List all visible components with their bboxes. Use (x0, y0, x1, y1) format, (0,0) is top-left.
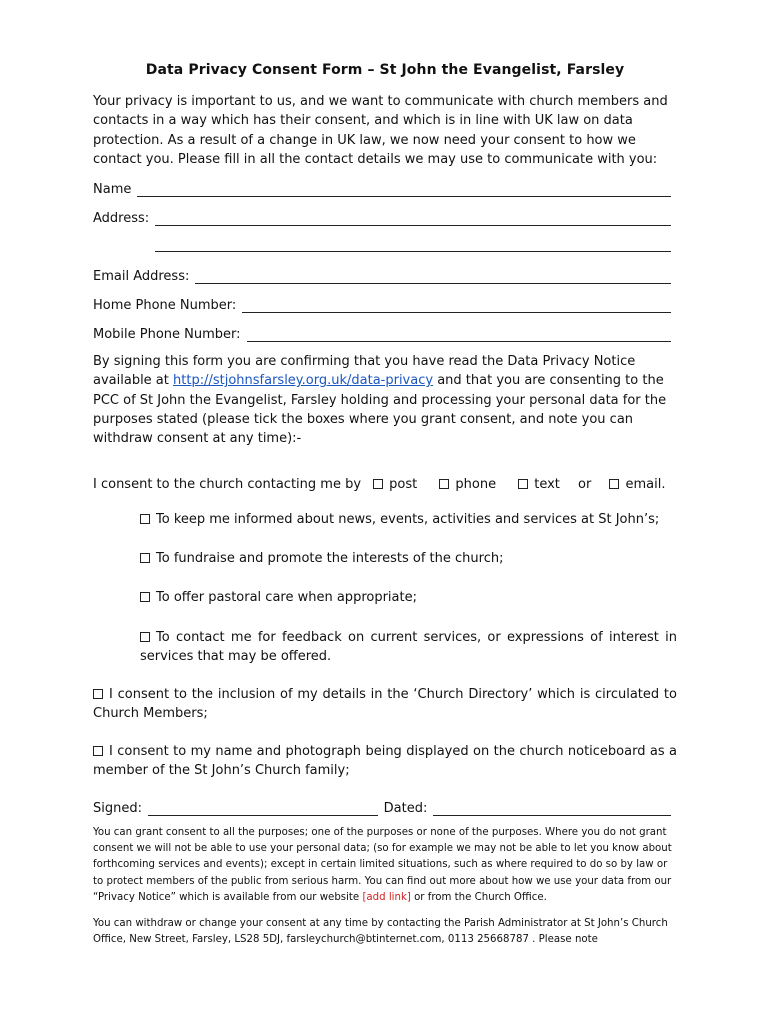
consent-info-paragraph (93, 825, 677, 906)
withdraw-info-paragraph: You can withdraw or change your consent at any time by contacting the Parish Administrator at St John’s Church Office, New Street, Farsley, LS28 5DJ, farsleychurch@btinternet.com, 0113 25668787 . Please note (93, 918, 668, 946)
noticeboard-consent-label: I consent to my name and photograph being displayed on the church noticeboard as a member of the St John’s Church family; (93, 744, 677, 779)
purpose-feedback-checkbox[interactable] (140, 632, 150, 642)
mobile-phone-input-line[interactable] (247, 327, 671, 342)
dated-label: Dated: (383, 801, 428, 816)
directory-consent-label: I consent to the inclusion of my details in the ‘Church Directory’ which is circulated to Church Members; (93, 687, 677, 722)
directory-consent (93, 685, 677, 724)
purpose-pastoral-label: To offer pastoral care when appropriate; (156, 590, 417, 605)
purpose-fundraise-label: To fundraise and promote the interests of the church; (156, 551, 504, 566)
date-input-line[interactable] (433, 801, 671, 816)
purpose-feedback (140, 628, 677, 667)
phone-label: phone (455, 477, 497, 492)
post-checkbox[interactable] (373, 479, 383, 489)
address-second-line[interactable] (155, 250, 671, 252)
contact-method-consent (93, 475, 665, 494)
email-field[interactable] (93, 264, 671, 284)
home-phone-input-line[interactable] (242, 298, 671, 313)
signature-row (93, 796, 671, 816)
purpose-fundraise (140, 549, 677, 568)
directory-checkbox[interactable] (93, 689, 103, 699)
mobile-phone-label: Mobile Phone Number: (93, 327, 241, 342)
name-input-line[interactable] (137, 182, 671, 197)
email-input-line[interactable] (195, 269, 671, 284)
signed-label: Signed: (93, 801, 142, 816)
address-input-line[interactable] (155, 211, 671, 226)
signing-text-after: and that you are consenting to the PCC of St John the Evangelist, Farsley holding and processing your personal data for the purposes stated (please tick the boxes where you grant consent, and note you can withdraw consent at any time):- (93, 373, 667, 447)
contact-consent-label: I consent to the church contacting me by (93, 477, 362, 492)
signing-statement (93, 352, 677, 448)
purpose-feedback-label: To contact me for feedback on current services, or expressions of interest in services that may be offered. (140, 630, 677, 665)
consent-info-text-end: or from the Church Office. (410, 891, 547, 903)
address-label: Address: (93, 211, 150, 226)
page-title: Data Privacy Consent Form – St John the Evangelist, Farsley (145, 62, 625, 78)
email-option-label: email. (625, 477, 666, 492)
noticeboard-checkbox[interactable] (93, 746, 103, 756)
home-phone-label: Home Phone Number: (93, 298, 237, 313)
intro-paragraph: Your privacy is important to us, and we want to communicate with church members and contacts in a way which has their consent, and which is in line with UK law on data protection. As a result of a change in UK law, we now need your consent to how we contact you. Please fill in all the contact details we may use to communicate with you: (93, 94, 668, 167)
or-label: or (578, 477, 592, 492)
text-checkbox[interactable] (518, 479, 528, 489)
email-checkbox[interactable] (609, 479, 619, 489)
add-link-placeholder: [add link] (362, 891, 411, 903)
purpose-news-checkbox[interactable] (140, 514, 150, 524)
name-label: Name (93, 182, 132, 197)
purpose-fundraise-checkbox[interactable] (140, 553, 150, 563)
privacy-notice-link[interactable]: http://stjohnsfarsley.org.uk/data-privacy (173, 373, 434, 389)
purpose-news (140, 510, 677, 529)
signing-text-before: By signing this form you are confirming that you have read the Data Privacy Notice available at (93, 354, 636, 389)
post-label: post (389, 477, 418, 492)
signature-input-line[interactable] (148, 801, 378, 816)
noticeboard-consent (93, 742, 677, 781)
mobile-phone-field[interactable] (93, 322, 671, 342)
purpose-pastoral-checkbox[interactable] (140, 592, 150, 602)
purpose-news-label: To keep me informed about news, events, activities and services at St John’s; (156, 512, 660, 527)
home-phone-field[interactable] (93, 293, 671, 313)
purpose-pastoral (140, 588, 677, 607)
phone-checkbox[interactable] (439, 479, 449, 489)
name-field[interactable] (93, 177, 671, 197)
address-field[interactable] (93, 206, 671, 226)
consent-info-text: You can grant consent to all the purposes; one of the purposes or none of the purposes. Where you do not grant consent we will not be able to use your personal data; (so for example we may not be able to let you know about forthcoming services and events); except in certain limited situations, such as where required to do so by law or to protect members of the public from serious harm. You can find out more about how we use your data from our “Privacy Notice” which is available from our website (93, 827, 672, 903)
text-label: text (534, 477, 560, 492)
email-label: Email Address: (93, 269, 190, 284)
